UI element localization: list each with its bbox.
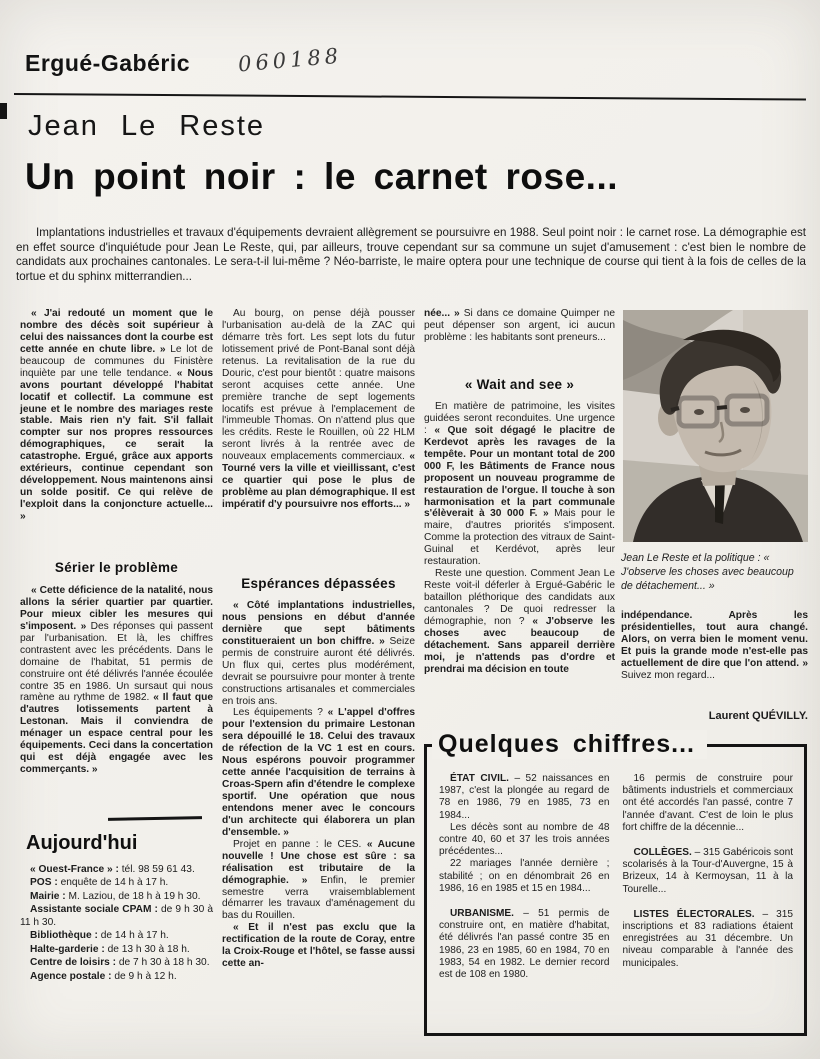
column-1 xyxy=(20,308,213,1053)
section-label: Ergué-Gabéric xyxy=(25,50,190,76)
section-divider xyxy=(108,816,202,821)
scan-edge-artifact xyxy=(0,103,7,119)
article-headline: Un point noir : le carnet rose... xyxy=(25,156,619,197)
photo-caption: Jean Le Reste et la politique : « J'observe les choses avec beaucoup de détachement... » xyxy=(621,552,794,592)
today-section-title: Aujourd'hui xyxy=(26,832,138,854)
subhead-serier-le-probleme: Sérier le problème xyxy=(54,560,179,575)
today-item-value: de 9 h 30 à 11 h 30. xyxy=(20,904,213,928)
figures-item-listes-electorales: LISTES ÉLECTORALES. – 315 inscriptions et 83 radiations étaient enregistrées au 31 décembre. Un niveau comparable à l'année des municipales. xyxy=(622,908,793,969)
paragraph xyxy=(222,308,415,511)
paragraph-text: Reste une question. Comment Jean Le Reste voit-il déferler à Ergué-Gabéric le bataillon pléthorique des candidats aux cantonales ? De quoi redresser la démographie, non ? « J'observe les choses avec beaucoup de détachement. Sans appareil derrière moi, je n'attends pas d'ordre et prendrai ma décision en toute xyxy=(424,568,615,675)
paragraph-text: « Cette déficience de la natalité, nous allons la sérier quartier par quartier. Pour mieux cibler les mesures qui s'imposent. » Des réponses qui passent par l'urbanisation. Et là, les chiffres contrastent avec les précédents. Dans le domaine de l'habitat, 51 permis de construire ont été délivrés l'année écoulée contre 35 en 1986. Un sursaut qui nous ramène au rythme de 1982. « Il faut que d'autres lotissements partent à Lestonan. Mais il conviendra de ménager un espace central pour les équipements. Ceci dans la concertation qui est déjà engagée avec les commerçants. » xyxy=(20,585,213,776)
column-3 xyxy=(424,308,615,748)
figures-box-right-column xyxy=(623,773,794,981)
column-2 xyxy=(222,308,415,1053)
today-item-value: de 13 h 30 à 18 h. xyxy=(104,943,190,955)
paragraph-text: Les équipements ? « L'appel d'offres pour l'extension du primaire Lestonan sera dépouillé le 18. Celui des travaux de réfection de la VC 1 est en cours. Nous espérons pouvoir programmer cette année l'acquisition de terrains à Croas-Spern afin d'étendre le complexe sportif. Une opération que nous entendons mener avec le concours d'un architecte qui élaborera un plan d'ensemble. » xyxy=(222,707,416,838)
figures-item-mariages: 22 mariages l'année dernière ; stabilité ; on en dénombrait 26 en 1986, 16 en 1985 et 15 en 1984... xyxy=(439,858,610,894)
today-item-value: enquête de 14 h à 17 h. xyxy=(57,877,169,889)
paragraph-group xyxy=(222,600,415,970)
today-item-value: tél. 98 59 61 43. xyxy=(118,864,195,875)
figures-item-permis: 16 permis de construire pour bâtiments industriels et commerciaux ont été accordés l'an passé, contre 7 l'année d'avant. C'est de loin le plus fort chiffre de la décennie... xyxy=(622,773,793,833)
paragraph xyxy=(424,308,615,344)
today-list xyxy=(20,864,213,984)
paragraph-group xyxy=(424,401,615,676)
header-rule xyxy=(14,93,806,101)
figures-box-left-column xyxy=(439,773,610,981)
article-lede: Implantations industrielles et travaux d'équipements devraient allègrement se poursuivre en 1988. Seul point noir : le carnet rose. La démographie est en effet source d'inquiétude pour Jean Le Reste, qui, par ailleurs, trouve cependant sur sa commune un sujet d'amusement : c'est bien le nombre de candidats aux prochaines cantonales. Le sera-t-il lui-même ? Néo-barriste, le maire optera pour une technique de course qui tient à la fois de celles de la tortue et du sphinx mitterrandien... xyxy=(16,226,806,283)
subhead-esperances-depassees: Espérances dépassées xyxy=(241,576,396,591)
today-item-value: M. Laziou, de 18 h à 19 h 30. xyxy=(65,890,201,902)
figures-box-title: Quelques chiffres... xyxy=(432,730,707,759)
today-item-label: « Ouest-France » : xyxy=(30,864,119,875)
article-kicker: Jean Le Reste xyxy=(28,110,266,142)
figures-item-colleges: COLLÈGES. – 315 Gabéricois sont scolarisés à la Tour-d'Auvergne, 15 à Brizeux, 14 à Kermoysan, 11 à la Tourelle... xyxy=(622,847,793,895)
today-item-label: Bibliothèque : xyxy=(30,930,98,942)
subhead-wait-and-see: « Wait and see » xyxy=(464,377,575,392)
paragraph xyxy=(20,308,213,523)
today-item-label: Centre de loisirs : xyxy=(30,957,117,969)
today-item-label: POS : xyxy=(30,877,58,889)
today-item-value: de 7 h 30 à 18 h 30. xyxy=(116,957,210,969)
photo-jean-le-reste xyxy=(623,310,808,542)
handwritten-date: 060188 xyxy=(237,43,344,77)
figures-item-urbanisme: URBANISME. – 51 permis de construire ont, en matière d'habitat, été délivrés l'an passé contre 35 en 1986, 23 en 1985, 60 en 1984, 70 en 1983, 54 en 1982. Le dernier record est de 108 en 1980. xyxy=(439,908,610,981)
figures-item-etat-civil: ÉTAT CIVIL. – 52 naissances en 1987, c'est la plongée au regard de 78 en 1986, 79 en 1985, 73 en 1984... xyxy=(439,773,610,821)
today-item xyxy=(20,877,213,889)
today-item xyxy=(20,904,213,929)
today-item-label: Assistante sociale CPAM : xyxy=(30,904,158,916)
paragraph-text: Au bourg, on pense déjà pousser l'urbanisation au-delà de la ZAC qui démarre très fort. Les sept lots du futur lotissement privé de Pont-Banal sont déjà retenus. La revitalisation de la rue du Douric, c'est pour bientôt : quatre maisons seront acquises cette année. Une première tranche de sept logements locatifs est prévue à l'emplacement de l'immeuble Thomas. On n'attend plus que les crédits. Reste le Rouillen, où 22 HLM seront livrés à la rentrée avec de nouveaux emplacements commerciaux. « Tourné vers la ville et vieillissant, c'est ce quartier qui pose le plus de problème au plan démographique. Il est impératif d'y poursuivre nos efforts... » xyxy=(222,308,415,510)
paragraph-text: « Côté implantations industrielles, nous pensions en début d'année dernière que sept bâtiments constitueraient un bon chiffre. » Seize permis de construire auront été délivrés. Un flux qui, certes plus modérément, devrait se poursuivre pour monter à trente constructions artisanales et commerciales en trois ans. xyxy=(222,600,415,707)
today-item-label: Mairie : xyxy=(30,890,66,902)
paragraph xyxy=(621,610,808,682)
paragraph xyxy=(20,585,213,776)
paragraph-text: En matière de patrimoine, les visites guidées seront reconduites. Une urgence : « Que soit dégagé le placitre de Kerdevot après les ravages de la tempête. Pour un montant total de 200 000 F, les Bâtiments de France nous proposent un nouveau programme de restauration de l'orgue. Il touche à son harmonisation et la part communale s'élèverait à 30 000 F. » Mais pour le maire, d'autres priorités s'imposent. Comme la protection des vitraux de Saint-Guinal et Kerdévot, après leur restauration. xyxy=(424,401,615,568)
today-item-value: de 14 h à 17 h. xyxy=(97,930,169,942)
today-item xyxy=(20,864,213,876)
today-item-label: Agence postale : xyxy=(30,970,112,982)
today-item xyxy=(20,944,213,956)
paragraph-text: « J'ai redouté un moment que le nombre des décès soit supérieur à celui des naissances dont la courbe est cette année en chute libre. » Le lot de beaucoup de communes du Finistère inquiète par une telle tendance. « Nous avons pourtant développé l'habitat locatif et collectif. La commune est jeune et le nombre des mariages reste stable. Mais rien n'y fait. S'il fallait compter sur nos propres ressources démographiques, ce serait la catastrophe. Ergué, grâce aux apports extérieurs, continue cependant son développement. Nous maintenons ainsi un solde positif. Ce qui relève de l'exploit dans la conjoncture actuelle... » xyxy=(20,308,214,522)
figures-box xyxy=(424,730,807,1036)
paragraph-text: indépendance. Après les présidentielles, tout aura changé. Alors, on verra bien le moment venu. Et puis la grande mode n'est-elle pas actuellement de dire que l'on attend. » Suivez mon regard... xyxy=(621,610,808,681)
byline: Laurent QUÉVILLY. xyxy=(708,710,808,722)
paragraph-text: « Et il n'est pas exclu que la rectification de la route de Coray, entre la Croix-Rouge et l'hôtel, se fasse aussi cette an- xyxy=(222,922,415,970)
today-item-value: de 9 h à 12 h. xyxy=(111,970,177,982)
paragraph-text: Projet en panne : le CES. « Aucune nouvelle ! Une chose est sûre : sa réalisation est tributaire de la démographie. » Enfin, le premier semestre verra vraisemblablement démarrer les travaux d'aménagement du bas du Rouillen. xyxy=(222,838,415,922)
today-item xyxy=(20,930,213,942)
paragraph-text: née... » Si dans ce domaine Quimper ne peut dépenser son argent, ici aucun problème : les habitants sont preneurs... xyxy=(424,308,615,343)
figures-item-deces: Les décès sont au nombre de 48 contre 40, 60 et 37 les trois années précédentes... xyxy=(439,821,610,858)
figures-box-columns xyxy=(427,747,804,989)
today-item xyxy=(20,957,213,969)
today-item-label: Halte-garderie : xyxy=(30,943,105,955)
portrait-illustration xyxy=(623,310,808,542)
today-item xyxy=(20,891,213,903)
today-item xyxy=(20,971,213,983)
